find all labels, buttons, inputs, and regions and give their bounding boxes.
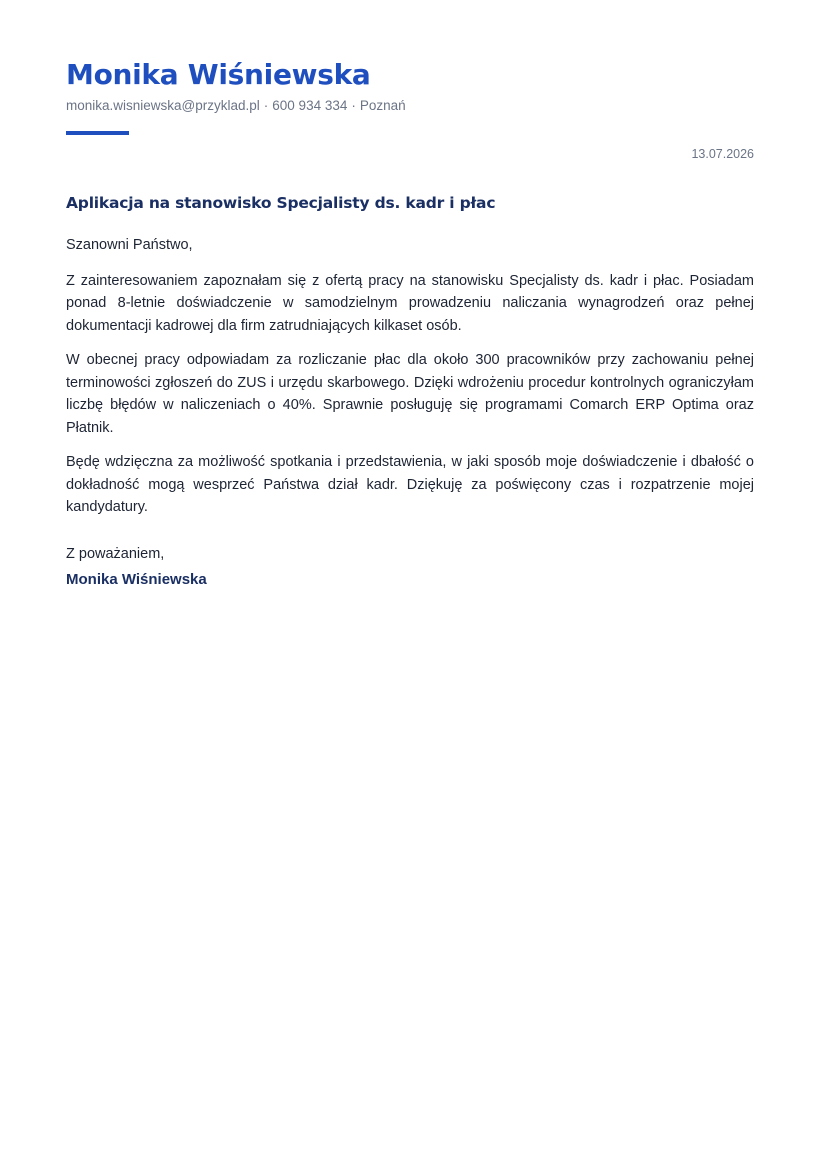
letter-date: 13.07.2026 xyxy=(691,147,754,161)
paragraph-3: Będę wdzięczna za możliwość spotkania i przedstawienia, w jaki sposób moje doświadczenie i dbałość o dokładność mogą wesprzeć Państwa dział kadr. Dziękuję za poświęcony czas i rozpatrzenie mojej kandydatury. xyxy=(66,454,754,515)
paragraph-1: Z zainteresowaniem zapoznałam się z ofertą pracy na stanowisku Specjalisty ds. kadr i płac. Posiadam ponad 8-letnie doświadczenie w samodzielnym prowadzeniu naliczania wynagrodzeń oraz pełnej dokumentacji kadrowej dla firm zatrudniających kilkaset osób. xyxy=(66,272,754,334)
closing: Z poważaniem, xyxy=(66,545,165,562)
letter-body xyxy=(66,234,754,592)
paragraph-2: W obecnej pracy odpowiadam za rozliczanie płac dla około 300 pracowników przy zachowaniu pełnej terminowości zgłoszeń do ZUS i urzędu skarbowego. Dzięki wdrożeniu procedur kontrolnych ograniczyłam liczbę błędów w naliczeniach o 40%. Sprawnie posługuję się programami Comarch ERP Optima oraz Płatnik. xyxy=(66,352,754,436)
sender-name: Monika Wiśniewska xyxy=(66,58,371,91)
signature: Monika Wiśniewska xyxy=(66,571,207,588)
subject-heading: Aplikacja na stanowisko Specjalisty ds. kadr i płac xyxy=(66,194,496,212)
phone-text: 600 934 334 xyxy=(272,98,348,113)
contact-line xyxy=(66,97,406,115)
separator: · xyxy=(351,98,356,113)
separator: · xyxy=(263,98,269,113)
city-text: Poznań xyxy=(359,98,406,113)
email-text: monika.wisniewska@przyklad.pl xyxy=(66,98,260,113)
accent-divider xyxy=(66,131,129,135)
salutation: Szanowni Państwo, xyxy=(66,237,193,253)
